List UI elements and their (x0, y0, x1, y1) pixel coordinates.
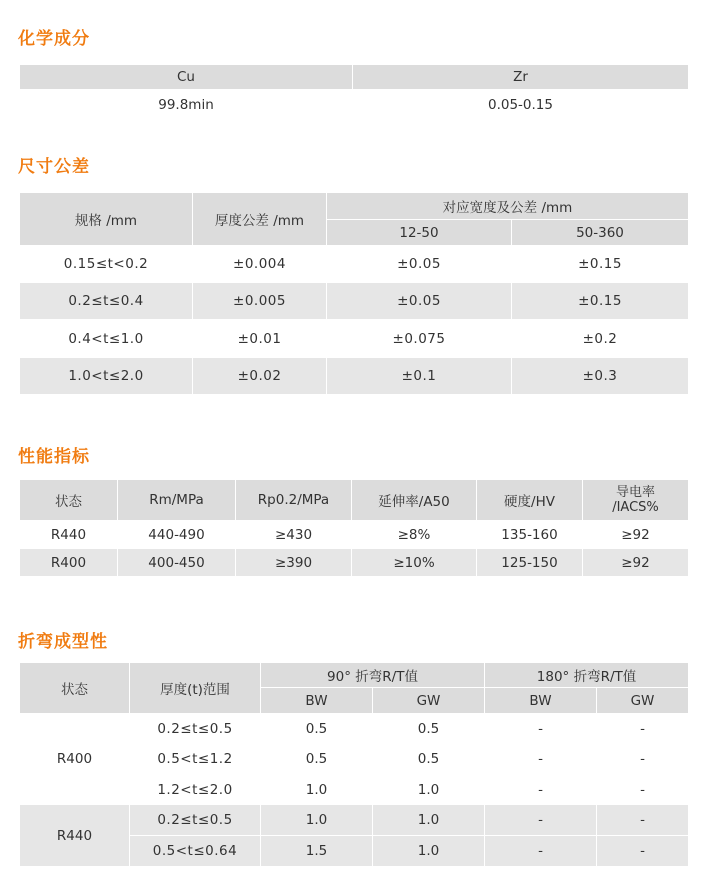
bending-title: 折弯成型性 (18, 632, 108, 652)
cell-spec: 1.0<t≤2.0 (20, 358, 193, 395)
cell-thickness-tol: ±0.02 (193, 358, 327, 395)
header-90-gw: GW (373, 688, 485, 714)
cell-180-bw: - (485, 836, 597, 867)
cell-rm: 440-490 (118, 521, 236, 549)
header-conductivity-label: 导电率 (615, 485, 655, 500)
cell-elongation: ≥10% (352, 549, 477, 577)
cell-rp02: ≥390 (236, 549, 352, 577)
header-thickness-tol: 厚度公差 /mm (193, 193, 327, 246)
cell-width-tol-50-360: ±0.15 (512, 283, 689, 320)
header-elongation: 延伸率/A50 (352, 480, 477, 521)
cell-rm: 400-450 (118, 549, 236, 577)
header-state: 状态 (20, 480, 118, 521)
cell-90-bw: 0.5 (261, 714, 373, 744)
table-row (20, 714, 689, 744)
header-conductivity (583, 480, 689, 521)
cell-elongation: ≥8% (352, 521, 477, 549)
cell-thickness-range: 0.5<t≤0.64 (130, 836, 261, 867)
cell-conductivity: ≥92 (583, 549, 689, 577)
cell-180-gw: - (597, 836, 689, 867)
cell-state-r400: R400 (20, 714, 130, 805)
table-row (20, 358, 689, 395)
cell-90-bw: 0.5 (261, 744, 373, 775)
cell-180-bw: - (485, 775, 597, 805)
header-180-deg: 180° 折弯R/T值 (485, 663, 689, 688)
cell-180-gw: - (597, 744, 689, 775)
cell-180-gw: - (597, 775, 689, 805)
cell-width-tol-12-50: ±0.05 (327, 246, 512, 283)
header-spec: 规格 /mm (20, 193, 193, 246)
value-zr: 0.05-0.15 (353, 90, 689, 120)
bending-header-row-1 (20, 663, 689, 688)
cell-state: R400 (20, 549, 118, 577)
cell-180-gw: - (597, 714, 689, 744)
table-row (20, 549, 689, 577)
header-rm: Rm/MPa (118, 480, 236, 521)
table-row (20, 246, 689, 283)
table-row (20, 521, 689, 549)
cell-90-gw: 0.5 (373, 714, 485, 744)
table-row (20, 320, 689, 358)
header-cu: Cu (20, 65, 353, 90)
cell-spec: 0.4<t≤1.0 (20, 320, 193, 358)
cell-width-tol-50-360: ±0.2 (512, 320, 689, 358)
cell-90-gw: 0.5 (373, 744, 485, 775)
performance-title: 性能指标 (18, 447, 90, 467)
cell-hardness: 135-160 (477, 521, 583, 549)
cell-width-tol-50-360: ±0.15 (512, 246, 689, 283)
cell-width-tol-12-50: ±0.05 (327, 283, 512, 320)
cell-90-gw: 1.0 (373, 805, 485, 836)
header-rp02: Rp0.2/MPa (236, 480, 352, 521)
header-180-gw: GW (597, 688, 689, 714)
composition-value-row (20, 90, 689, 120)
cell-180-gw: - (597, 805, 689, 836)
header-width-50-360: 50-360 (512, 220, 689, 246)
header-thickness-range: 厚度(t)范围 (130, 663, 261, 714)
cell-180-bw: - (485, 744, 597, 775)
cell-rp02: ≥430 (236, 521, 352, 549)
composition-title: 化学成分 (18, 29, 90, 49)
cell-180-bw: - (485, 714, 597, 744)
cell-90-bw: 1.0 (261, 805, 373, 836)
cell-thickness-range: 1.2<t≤2.0 (130, 775, 261, 805)
composition-header-row (20, 65, 689, 90)
header-90-bw: BW (261, 688, 373, 714)
header-conductivity-unit: /IACS% (612, 500, 659, 515)
tolerance-title: 尺寸公差 (18, 157, 90, 177)
cell-90-gw: 1.0 (373, 775, 485, 805)
header-hardness: 硬度/HV (477, 480, 583, 521)
table-row (20, 805, 689, 836)
cell-180-bw: - (485, 805, 597, 836)
header-90-deg: 90° 折弯R/T值 (261, 663, 485, 688)
cell-90-bw: 1.5 (261, 836, 373, 867)
cell-conductivity: ≥92 (583, 521, 689, 549)
cell-thickness-tol: ±0.005 (193, 283, 327, 320)
composition-table (19, 64, 689, 120)
header-width-tol: 对应宽度及公差 /mm (327, 193, 689, 220)
header-state: 状态 (20, 663, 130, 714)
table-row (20, 283, 689, 320)
cell-90-gw: 1.0 (373, 836, 485, 867)
performance-header-row (20, 480, 689, 521)
cell-state-r440: R440 (20, 805, 130, 867)
cell-width-tol-12-50: ±0.1 (327, 358, 512, 395)
cell-90-bw: 1.0 (261, 775, 373, 805)
cell-state: R440 (20, 521, 118, 549)
performance-table (19, 479, 689, 577)
cell-spec: 0.15≤t<0.2 (20, 246, 193, 283)
tolerance-header-row-1 (20, 193, 689, 220)
value-cu: 99.8min (20, 90, 353, 120)
cell-width-tol-50-360: ±0.3 (512, 358, 689, 395)
cell-thickness-range: 0.2≤t≤0.5 (130, 714, 261, 744)
cell-thickness-range: 0.5<t≤1.2 (130, 744, 261, 775)
cell-thickness-tol: ±0.004 (193, 246, 327, 283)
header-zr: Zr (353, 65, 689, 90)
header-width-12-50: 12-50 (327, 220, 512, 246)
cell-width-tol-12-50: ±0.075 (327, 320, 512, 358)
cell-thickness-range: 0.2≤t≤0.5 (130, 805, 261, 836)
header-180-bw: BW (485, 688, 597, 714)
tolerance-table (19, 192, 689, 395)
cell-thickness-tol: ±0.01 (193, 320, 327, 358)
bending-table (19, 662, 689, 867)
cell-spec: 0.2≤t≤0.4 (20, 283, 193, 320)
cell-hardness: 125-150 (477, 549, 583, 577)
